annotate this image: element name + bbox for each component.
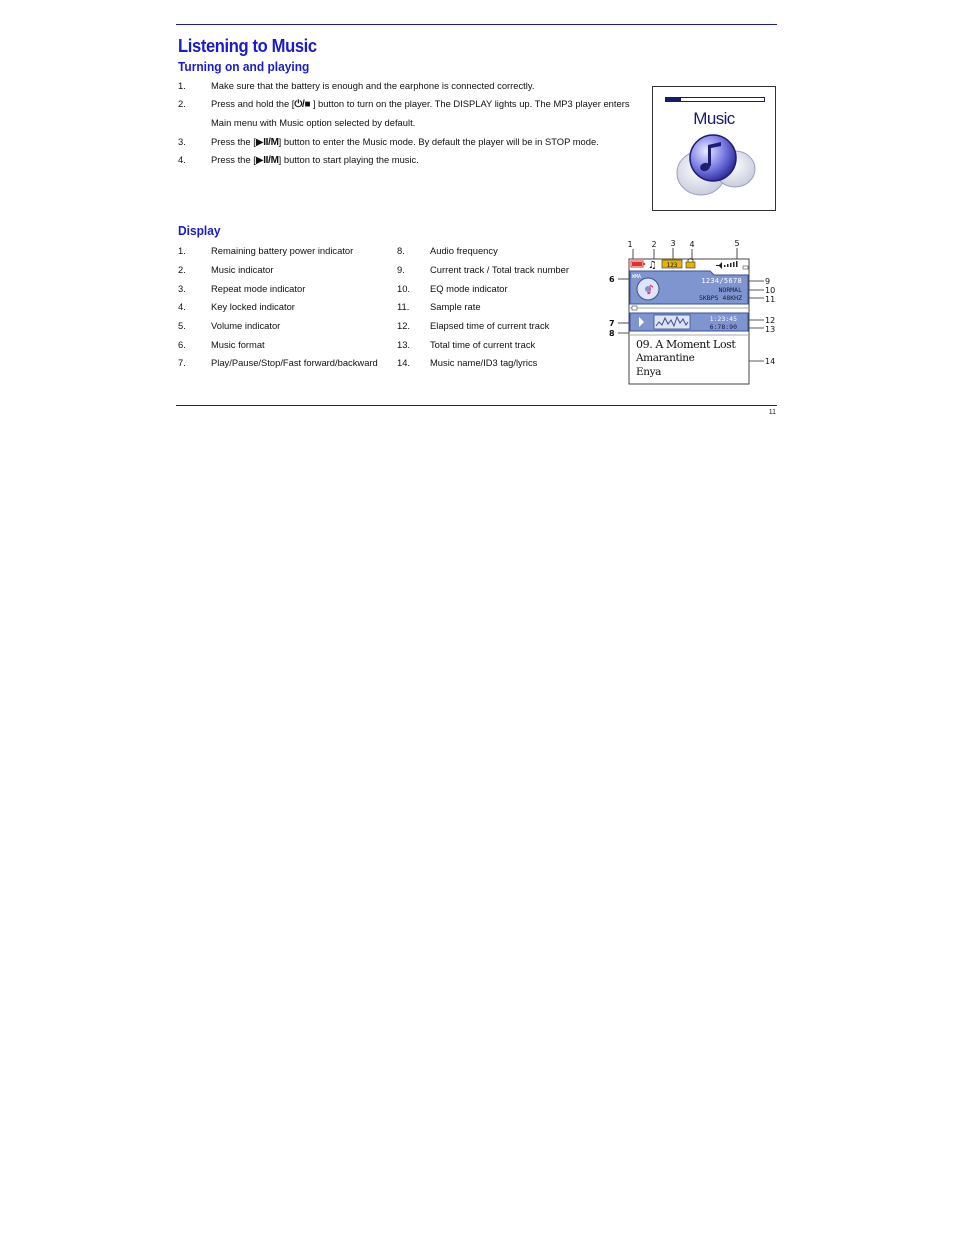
step-2 xyxy=(178,95,638,131)
callout-9: 9 xyxy=(765,277,771,286)
step-number: 4. xyxy=(178,154,186,165)
music-format-text: WMA xyxy=(632,274,642,280)
callout-8: 8 xyxy=(609,329,615,338)
section-heading-display: Display xyxy=(178,223,221,238)
page-number: 11 xyxy=(768,409,776,416)
album-line: Amarantine xyxy=(636,352,695,364)
step-text: Press and hold the [⏻/■ ] button to turn on the player. The DISPLAY lights up. The MP3 player enters Main menu with Music option selected by default. xyxy=(211,98,630,128)
callout-10: 10 xyxy=(765,286,776,295)
key-lock-icon xyxy=(686,262,695,268)
elapsed-time: 1:23:45 xyxy=(709,315,737,323)
callout-11: 11 xyxy=(765,295,776,304)
track-counter: 1234/5678 xyxy=(701,277,742,285)
power-stop-key-icon: ⏻/■ xyxy=(294,99,311,110)
svg-text:♪: ♪ xyxy=(646,283,655,298)
callout-4: 4 xyxy=(689,240,695,249)
play-pause-mode-key-icon: ▶II/M xyxy=(255,137,279,148)
step-text: Press the [▶II/M] button to start playing the music. xyxy=(211,154,419,166)
page-title: Listening to Music xyxy=(178,36,317,56)
artist-line: Enya xyxy=(636,366,662,378)
eq-mode-text: NORMAL xyxy=(718,286,742,294)
track-title-line: 09. A Moment Lost xyxy=(636,338,736,351)
music-note-icon xyxy=(675,133,757,199)
play-pause-mode-key-icon: ▶II/M xyxy=(255,155,279,166)
music-menu-label: Music xyxy=(693,109,735,128)
menu-progress-fill xyxy=(666,98,681,101)
step-number: 2. xyxy=(178,98,186,109)
track-progress-marker xyxy=(632,306,637,310)
callout-13: 13 xyxy=(765,325,776,334)
callout-3: 3 xyxy=(670,239,676,248)
sample-rate-text: 5KBPS 48KHZ xyxy=(698,294,742,302)
callout-1: 1 xyxy=(627,240,633,249)
step-text: Press the [▶II/M] button to enter the Music mode. By default the player will be in STOP mode. xyxy=(211,136,599,148)
repeat-mode-text: 123 xyxy=(666,262,678,269)
callout-14: 14 xyxy=(765,357,776,366)
music-menu-screen xyxy=(652,86,776,211)
step-number: 3. xyxy=(178,136,186,147)
step-number: 1. xyxy=(178,80,186,91)
callout-7: 7 xyxy=(609,319,615,328)
section-heading-turning-on: Turning on and playing xyxy=(178,59,310,74)
top-rule xyxy=(176,24,777,25)
display-diagram xyxy=(606,236,776,388)
music-indicator-icon: ♫ xyxy=(648,260,657,271)
callout-5: 5 xyxy=(734,239,740,248)
callout-2: 2 xyxy=(651,240,657,249)
callout-6: 6 xyxy=(609,275,615,284)
total-time: 6:78:90 xyxy=(709,323,737,331)
callout-12: 12 xyxy=(765,316,776,325)
step-text: Make sure that the battery is enough and the earphone is connected correctly. xyxy=(211,80,535,91)
menu-progress-bar xyxy=(665,97,765,102)
bottom-rule xyxy=(176,405,777,406)
